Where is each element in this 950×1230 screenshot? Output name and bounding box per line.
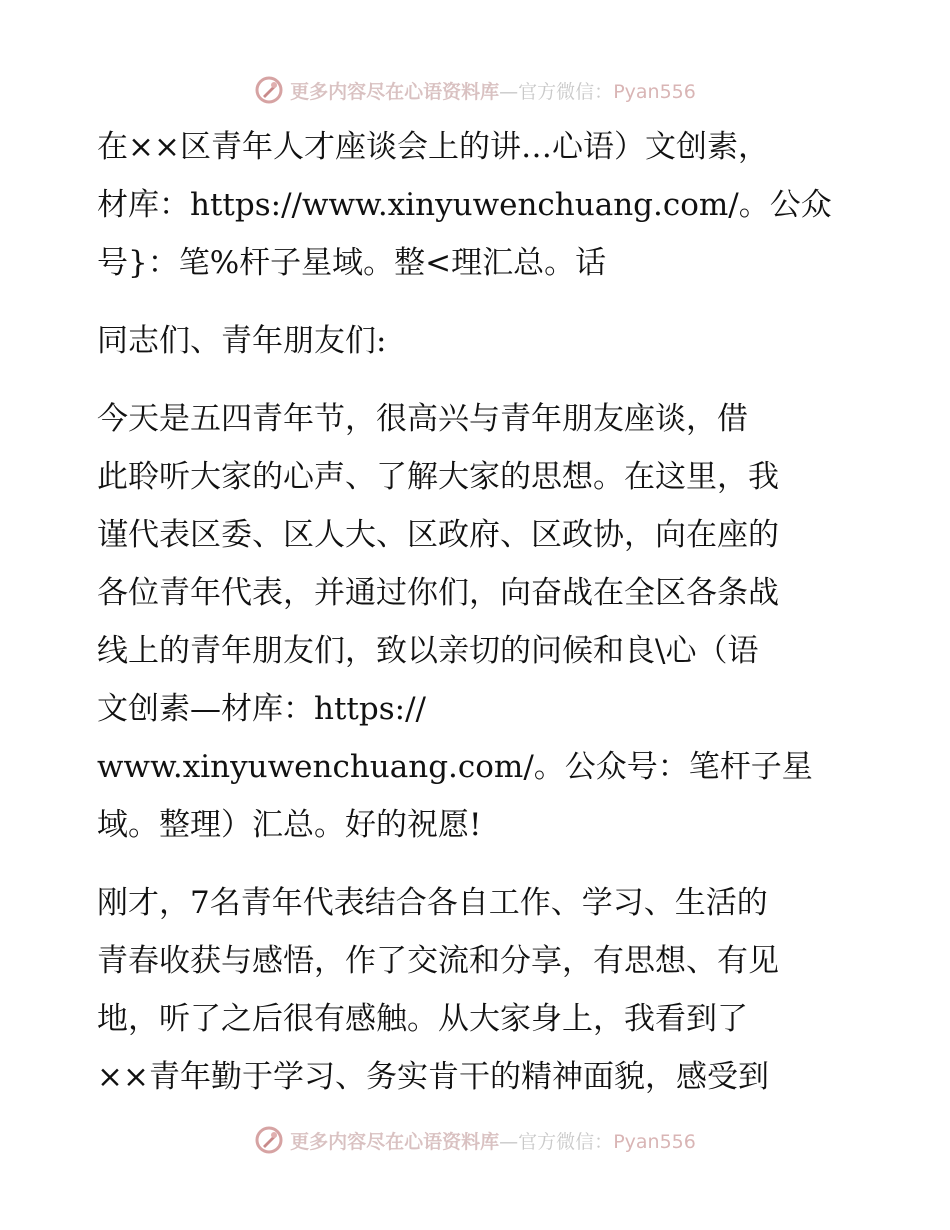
footer-watermark xyxy=(0,1120,950,1160)
paragraph xyxy=(97,312,857,370)
text-line: 今天是五四青年节，很高兴与青年朋友座谈，借 xyxy=(97,401,748,437)
text-line: www.xinyuwenchuang.com/。公众号：笔杆子星 xyxy=(97,749,813,785)
paragraph xyxy=(97,874,857,1106)
text-line: 刚才，7名青年代表结合各自工作、学习、生活的 xyxy=(97,885,768,921)
text-line: 青春收获与感悟，作了交流和分享，有思想、有见 xyxy=(97,943,779,979)
watermark-handle: Pyan556 xyxy=(613,1130,696,1153)
header-watermark xyxy=(0,70,950,110)
watermark-official: 官方微信： xyxy=(518,1130,614,1153)
text-line: 在××区青年人才座谈会上的讲…心语）文创素， xyxy=(97,129,769,165)
text-line: 各位青年代表，并通过你们，向奋战在全区各条战 xyxy=(97,575,779,611)
watermark-main: 更多内容尽在心语资料库 xyxy=(290,1130,500,1153)
watermark-handle: Pyan556 xyxy=(613,80,696,103)
text-line: 线上的青年朋友们，致以亲切的问候和良\心（语 xyxy=(97,633,759,669)
watermark-text xyxy=(290,77,696,104)
text-line: 文创素—材库：https:// xyxy=(97,691,426,727)
logo-icon xyxy=(254,1125,284,1155)
logo-icon xyxy=(254,75,284,105)
document-body xyxy=(97,118,857,1126)
paragraph xyxy=(97,390,857,854)
text-line: 材库：https://www.xinyuwenchuang.com/。公众 xyxy=(97,187,832,223)
watermark-main: 更多内容尽在心语资料库 xyxy=(290,80,500,103)
text-line: ××青年勤于学习、务实肯干的精神面貌，感受到 xyxy=(97,1059,769,1095)
text-line: 号}：笔%杆子星域。整<理汇总。话 xyxy=(97,245,607,281)
watermark-dash: — xyxy=(499,1130,519,1153)
watermark-official: 官方微信： xyxy=(518,80,614,103)
paragraph xyxy=(97,118,857,292)
text-line: 此聆听大家的心声、了解大家的思想。在这里，我 xyxy=(97,459,779,495)
text-line: 域。整理）汇总。好的祝愿! xyxy=(97,807,482,843)
text-line: 谨代表区委、区人大、区政府、区政协，向在座的 xyxy=(97,517,779,553)
text-line: 同志们、青年朋友们: xyxy=(97,323,387,359)
watermark-dash: — xyxy=(499,80,519,103)
text-line: 地，听了之后很有感触。从大家身上，我看到了 xyxy=(97,1001,748,1037)
watermark-text xyxy=(290,1127,696,1154)
